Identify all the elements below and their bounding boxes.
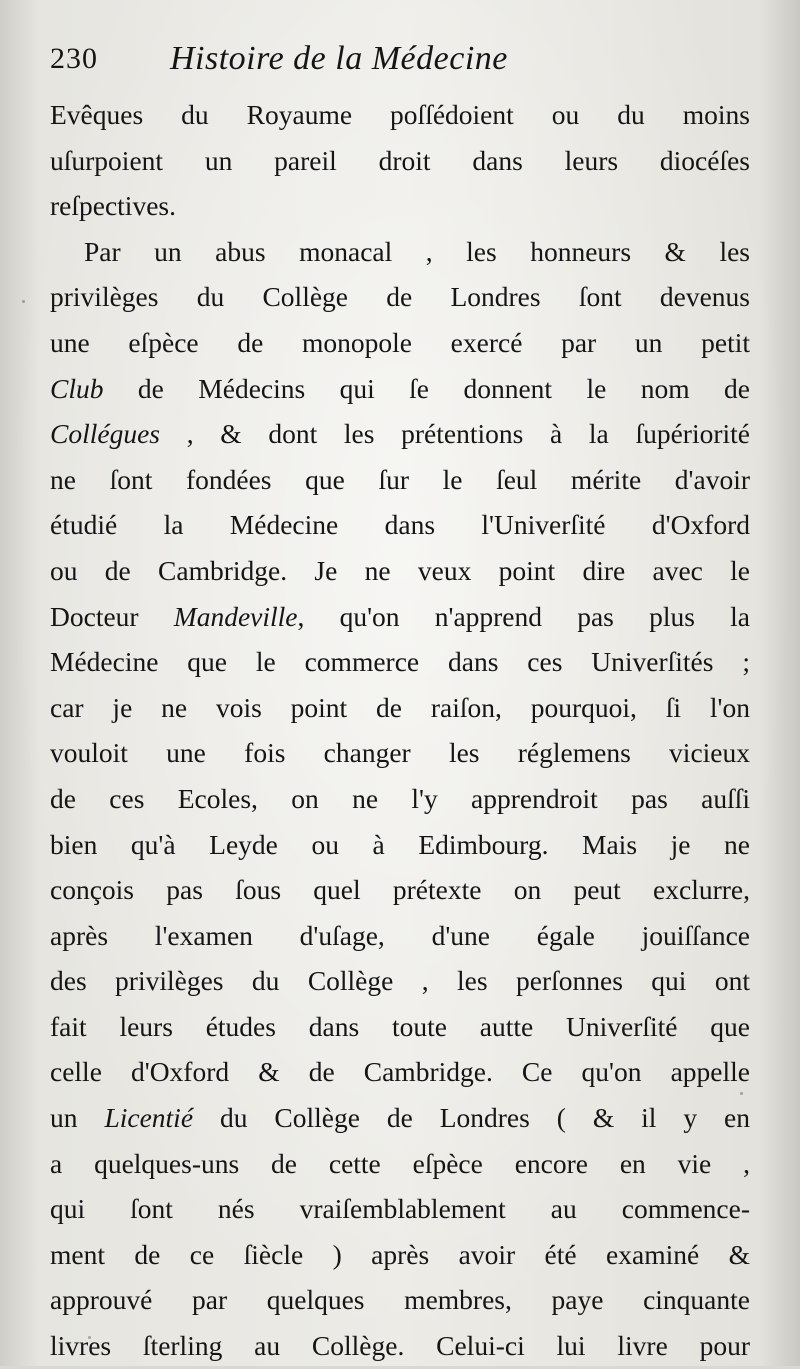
text-line: après l'examen d'uſage, d'une égale jouiſſance [50,919,750,951]
text-line: de ces Ecoles, on ne l'y apprendroit pas auſſi [50,782,750,814]
text-line: conçois pas ſous quel prétexte on peut exclurre, [50,874,750,906]
text-line: a quelques-uns de cette eſpèce encore en vie , [50,1147,750,1179]
text-line: une eſpèce de monopole exercé par un petit [50,326,750,358]
text-line: reſpectives. [50,190,176,222]
body-text [50,92,750,1369]
italic-term-licentie: Licentié [104,1102,194,1134]
paper-speck [88,1336,91,1339]
running-title: Histoire de la Médecine [170,40,508,77]
text-line: celle d'Oxford & de Cambridge. Ce qu'on appelle [50,1056,750,1088]
italic-name-mandeville: Mandeville [173,600,298,632]
text-line: Collégues , & dont les prétentions à la ſupériorité [50,418,750,450]
text-line: privilèges du Collège de Londres ſont devenus [50,281,750,313]
italic-term-collegues: Collégues [50,418,160,450]
text-line: fait leurs études dans toute autte Univerſité que [50,1010,750,1042]
text-line: un Licentié du Collège de Londres ( & il y en [50,1102,751,1134]
text-line: Evêques du Royaume poſſédoient ou du moins [50,99,750,130]
text-line: ne ſont fondées que ſur le ſeul mérite d'avoir [50,463,750,495]
text-line: uſurpoient un pareil droit dans leurs diocéſes [50,144,750,176]
text-line: des privilèges du Collège , les perſonnes qui ont [50,965,750,997]
paper-speck [740,1092,743,1095]
text-line: vouloit une fois changer les réglemens vicieux [50,737,750,769]
text-line: qui ſont nés vraiſemblablement au commence- [50,1193,750,1225]
text-line: étudié la Médecine dans l'Univerſité d'Oxford [50,509,750,541]
text-line: car je ne vois point de raiſon, pourquoi, ſi l'on [50,691,750,723]
text-line: Club de Médecins qui ſe donnent le nom de [50,372,750,404]
text-line: approuvé par quelques membres, paye cinquante [50,1284,750,1316]
text-line: bien qu'à Leyde ou à Edimbourg. Mais je ne [50,828,750,860]
page-number: 230 [50,42,98,75]
text-line: Docteur Mandeville, qu'on n'apprend pas plus la [50,600,750,632]
text-line: ou de Cambridge. Je ne veux point dire avec le [50,554,750,586]
italic-term-club: Club [50,372,104,404]
page-header [50,38,750,88]
text-line: livres ſterling au Collège. Celui-ci lui livre pour [50,1330,750,1362]
text-line: ment de ce ſiècle ) après avoir été examiné & [50,1238,750,1270]
paper-speck [22,300,25,303]
text-line: Médecine que le commerce dans ces Univerſités ; [50,646,750,678]
paragraph-first-line: Par un abus monacal , les honneurs & les [84,235,750,267]
